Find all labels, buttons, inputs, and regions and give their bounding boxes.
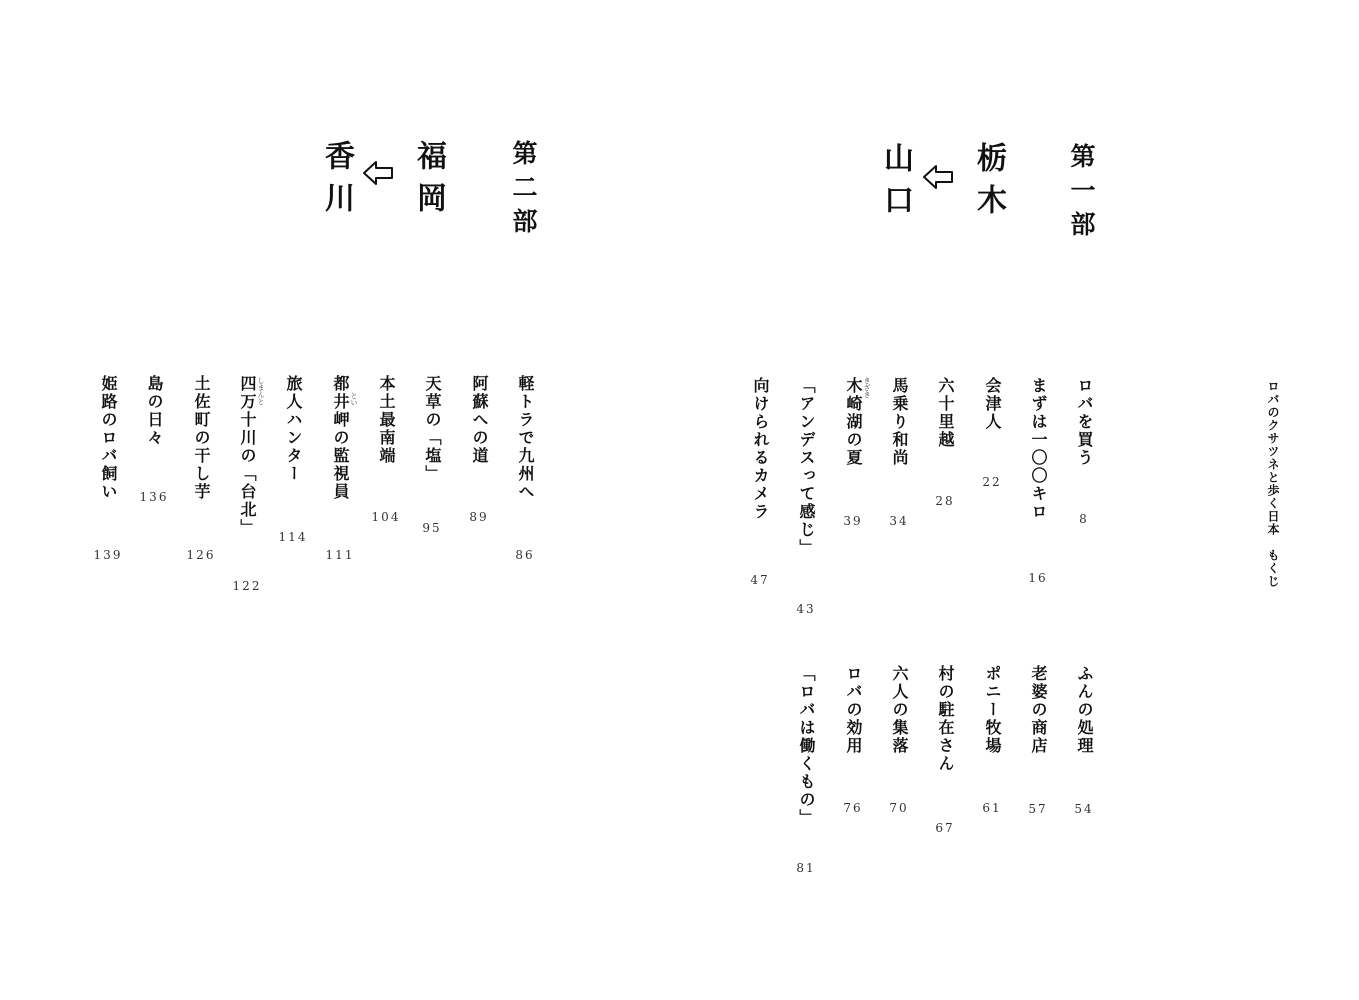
page-number: 67 bbox=[935, 821, 955, 835]
toc-entry-title: ポニー牧場 bbox=[983, 665, 1002, 755]
page-number: 139 bbox=[93, 548, 123, 562]
toc-entry-title: 本土最南端 bbox=[377, 375, 396, 465]
page-number: 54 bbox=[1074, 802, 1094, 816]
part1-place-from: 栃木 bbox=[971, 142, 1006, 226]
book-title: ロバのクサツネと歩く日本 もくじ bbox=[1266, 380, 1280, 588]
part1-place-to: 山口 bbox=[878, 142, 913, 226]
toc-entry-title: まずは一〇〇キロ bbox=[1029, 377, 1048, 521]
page-number: 126 bbox=[186, 548, 216, 562]
page-number: 28 bbox=[935, 494, 955, 508]
toc-entry-title: 老婆の商店 bbox=[1029, 665, 1048, 755]
part2-place-from: 福岡 bbox=[411, 140, 446, 224]
toc-entry-title: ロバを買う bbox=[1075, 377, 1094, 467]
toc-entry-title: ロバの効用 bbox=[844, 665, 863, 755]
page-number: 34 bbox=[889, 514, 909, 528]
toc-entry-title: 天草の「塩」 bbox=[423, 375, 442, 483]
toc-entry-title: 「アンデスって感じ」 bbox=[797, 377, 816, 557]
toc-entry-title: ふんの処理 bbox=[1075, 665, 1094, 755]
page-number: 39 bbox=[843, 514, 863, 528]
part2-label: 第二部 bbox=[509, 140, 538, 242]
part2-place-to: 香川 bbox=[319, 140, 354, 224]
toc-entry-title: 会津人 bbox=[983, 377, 1002, 431]
toc-entry-title: 軽トラで九州へ bbox=[516, 375, 535, 501]
hollow-left-arrow-icon bbox=[362, 160, 394, 186]
toc-entry-title: 村の駐在さん bbox=[936, 665, 955, 773]
page-number: 104 bbox=[371, 510, 401, 524]
page-number: 95 bbox=[422, 521, 442, 535]
page-number: 76 bbox=[843, 801, 863, 815]
page-number: 86 bbox=[515, 548, 535, 562]
toc-entry-title: 島の日々 bbox=[145, 375, 164, 447]
page-number: 81 bbox=[796, 861, 816, 875]
page-number: 61 bbox=[982, 801, 1002, 815]
furigana: しまんと bbox=[257, 377, 265, 405]
page-number: 114 bbox=[278, 530, 308, 544]
toc-entry-title: 土佐町の干し芋 bbox=[192, 375, 211, 501]
part1-label: 第一部 bbox=[1067, 143, 1096, 245]
page-number: 111 bbox=[325, 548, 355, 562]
toc-entry-title: 六十里越 bbox=[936, 377, 955, 449]
page-number: 122 bbox=[232, 579, 262, 593]
toc-entry-title: 阿蘇への道 bbox=[470, 375, 489, 465]
toc-entry-title: 旅人ハンター bbox=[284, 375, 303, 483]
toc-entry-title: 木崎湖の夏 bbox=[844, 377, 863, 467]
page-number: 16 bbox=[1028, 571, 1048, 585]
page-number: 70 bbox=[889, 801, 909, 815]
toc-entry-title: 「ロバは働くもの」 bbox=[797, 665, 816, 827]
hollow-left-arrow-icon bbox=[922, 164, 954, 190]
page-number: 22 bbox=[982, 475, 1002, 489]
toc-entry-title: 都井岬の監視員 bbox=[331, 375, 350, 501]
toc-entry-title: 六人の集落 bbox=[890, 665, 909, 755]
page-number: 57 bbox=[1028, 802, 1048, 816]
toc-entry-title: 向けられるカメラ bbox=[751, 377, 770, 521]
toc-entry-title: 姫路のロバ飼い bbox=[99, 375, 118, 501]
page-number: 8 bbox=[1079, 512, 1089, 526]
toc-entry-title: 四万十川の「台北」 bbox=[238, 375, 257, 537]
toc-entry-title: 馬乗り和尚 bbox=[890, 377, 909, 467]
page-number: 89 bbox=[469, 510, 489, 524]
furigana: きざき bbox=[863, 377, 871, 398]
page-number: 43 bbox=[796, 602, 816, 616]
furigana: とい bbox=[350, 392, 358, 406]
page-number: 47 bbox=[750, 573, 770, 587]
page-number: 136 bbox=[139, 490, 169, 504]
